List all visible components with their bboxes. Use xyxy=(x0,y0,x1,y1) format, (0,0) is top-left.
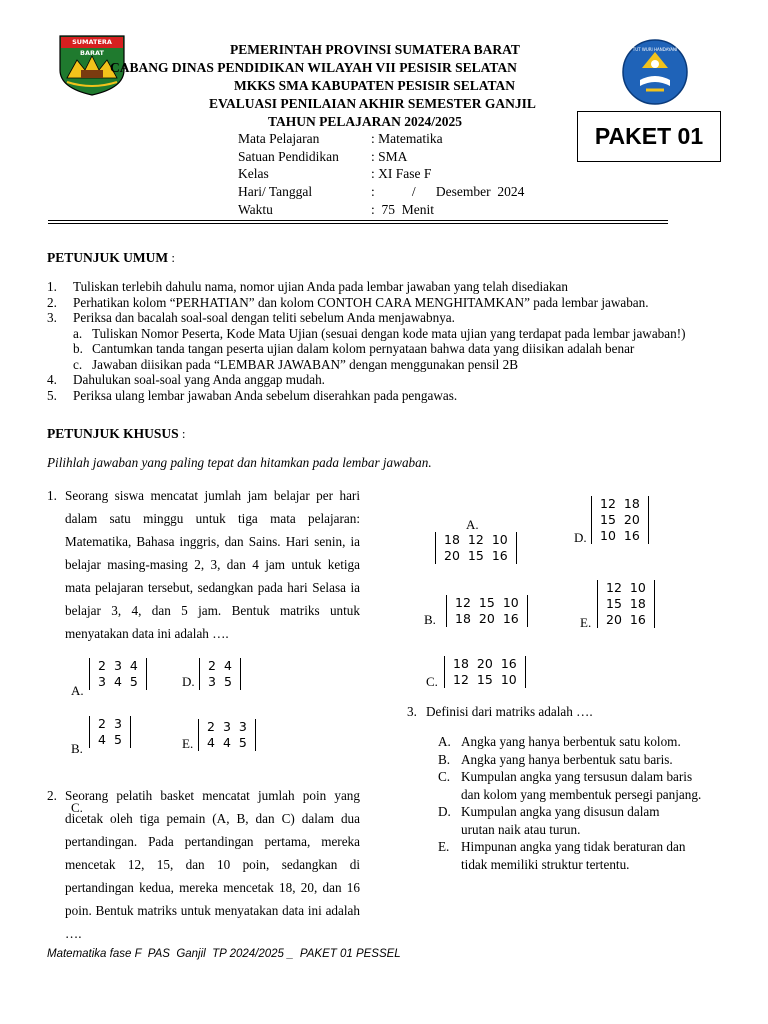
option-label: B. xyxy=(71,741,83,756)
matrix: 12 10 15 18 20 16 xyxy=(597,580,655,628)
general-instruction-list xyxy=(47,279,720,403)
option: C. Kumpulan angka yang tersusun dalam baris dan kolom yang membentuk persegi panjang. xyxy=(438,769,702,802)
matrix: 2 3 3 4 4 5 xyxy=(198,719,256,751)
petunjuk-umum-heading xyxy=(47,250,175,266)
option-label: D. xyxy=(574,530,587,545)
info-label: Mata Pelajaran xyxy=(238,131,320,146)
section-title: PETUNJUK KHUSUS xyxy=(47,426,179,441)
list-item: 2. Perhatikan kolom “PERHATIAN” dan kolom CONTOH CARA MENGHITAMKAN” pada lembar jawaban. xyxy=(47,294,649,310)
info-value: : SMA xyxy=(371,148,408,164)
option-label: B. xyxy=(424,612,436,627)
header-line-4: EVALUASI PENILAIAN AKHIR SEMESTER GANJIL xyxy=(209,96,536,111)
paket-box: PAKET 01 xyxy=(577,111,721,162)
header-line-1: PEMERINTAH PROVINSI SUMATERA BARAT xyxy=(230,42,520,57)
option-label: E. xyxy=(580,615,592,630)
header-line-5: TAHUN PELAJARAN 2024/2025 xyxy=(268,114,463,129)
matrix: 12 15 10 18 20 16 xyxy=(446,595,528,627)
option-label: D. xyxy=(182,674,195,689)
sub-list-item: c. Jawaban diisikan pada “LEMBAR JAWABAN” dengan menggunakan pensil 2B xyxy=(73,356,518,372)
info-value: : XI Fase F xyxy=(371,166,432,182)
info-value: : Matematika xyxy=(371,131,443,146)
sub-list-item: b. Cantumkan tanda tangan peserta ujian dalam kolom pernyataan bahwa data yang diisikan adalah benar xyxy=(73,341,635,356)
matrix: 12 18 15 20 10 16 xyxy=(591,496,649,544)
page-footer: Matematika fase F PAS Ganjil TP 2024/2025 _ PAKET 01 PESSEL xyxy=(47,948,401,960)
info-value: : / Desember 2024 xyxy=(371,184,525,200)
question-2-text: Seorang pelatih basket mencatat jumlah poin yang dicetak oleh tiga pemain (A, B, dan C) dalam dua pertandingan. Pada pertandingan pertama, mereka mencetak 12, 15, dan 10 poin, sedangkan di pertandingan kedua, mereka mencetak 18, 20, dan 16 poin. Bentuk matriks untuk menyatakan data ini adalah …. xyxy=(65,788,360,941)
section-title: PETUNJUK UMUM xyxy=(47,250,169,265)
sub-list-item: a. Tuliskan Nomor Peserta, Kode Mata Ujian (sesuai dengan kode mata ujian yang terdapat pada lembar jawaban!) xyxy=(73,325,686,341)
matrix: 2 3 4 5 xyxy=(89,716,131,748)
info-label: Hari/ Tanggal xyxy=(238,184,313,200)
tut-wuri-handayani-logo xyxy=(620,38,690,106)
option: D. Kumpulan angka yang disusun dalam urutan naik atau turun. xyxy=(438,804,660,837)
option-label: A. xyxy=(71,683,84,698)
province-logo-text: SUMATERA BARAT xyxy=(72,38,112,57)
list-item: 3. Periksa dan bacalah soal-soal dengan teliti sebelum Anda menjawabnya. xyxy=(47,310,455,325)
header-line-2: CABANG DINAS PENDIDIKAN WILAYAH VII PESISIR SELATAN xyxy=(110,60,517,75)
question-3-text: Definisi dari matriks adalah …. xyxy=(426,704,593,719)
option-label: C. xyxy=(71,800,83,815)
info-value: : 75 Menit xyxy=(371,201,434,217)
tut-wuri-logo-text: TUT WURI HANDAYANI xyxy=(632,47,678,52)
question-3-options xyxy=(438,733,708,873)
question-2-number: 2. xyxy=(47,788,57,803)
matrix: 2 3 4 3 4 5 xyxy=(89,658,147,690)
option: E. Himpunan angka yang tidak beraturan dan tidak memiliki struktur tertentu. xyxy=(438,839,686,872)
question-1-text: Seorang siswa mencatat jumlah jam belajar per hari dalam satu minggu untuk tiga mata pelajaran: Matematika, Bahasa inggris, dan Sains. Hari senin, ia belajar masing-masing 2, 3, dan 4 jam untuk ketiga mata pelajaran tersebut, sedangkan pada hari Selasa ia belajar 3, 4, dan 5 jam. Bentuk matriks untuk menyatakan data ini adalah …. xyxy=(65,488,360,641)
option-label: E. xyxy=(182,736,194,751)
header-line-3: MKKS SMA KABUPATEN PESISIR SELATAN xyxy=(234,78,516,93)
list-item: 1. Tuliskan terlebih dahulu nama, nomor ujian Anda pada lembar jawaban yang telah disediakan xyxy=(47,279,569,294)
matrix: 2 4 3 5 xyxy=(199,658,241,690)
matrix: 18 12 10 20 15 16 xyxy=(435,532,517,564)
header-divider xyxy=(48,220,668,224)
option: B. Angka yang hanya berbentuk satu baris. xyxy=(438,751,673,767)
info-label: Waktu xyxy=(238,201,273,217)
option-label: A. xyxy=(466,517,479,532)
question-3-number: 3. xyxy=(407,704,417,719)
special-instruction: Pilihlah jawaban yang paling tepat dan hitamkan pada lembar jawaban. xyxy=(47,455,432,470)
question-1-number: 1. xyxy=(47,488,57,503)
petunjuk-khusus-heading xyxy=(47,426,186,442)
info-label: Kelas xyxy=(238,166,269,182)
matrix: 18 20 16 12 15 10 xyxy=(444,656,526,688)
list-item: 4. Dahulukan soal-soal yang Anda anggap mudah. xyxy=(47,372,325,387)
info-label: Satuan Pendidikan xyxy=(238,148,339,164)
colon: : xyxy=(178,426,186,441)
colon: : xyxy=(168,250,175,265)
list-item: 5. Periksa ulang lembar jawaban Anda sebelum diserahkan pada pengawas. xyxy=(47,387,458,403)
option: A. Angka yang hanya berbentuk satu kolom. xyxy=(438,734,681,749)
option-label: C. xyxy=(426,674,438,689)
